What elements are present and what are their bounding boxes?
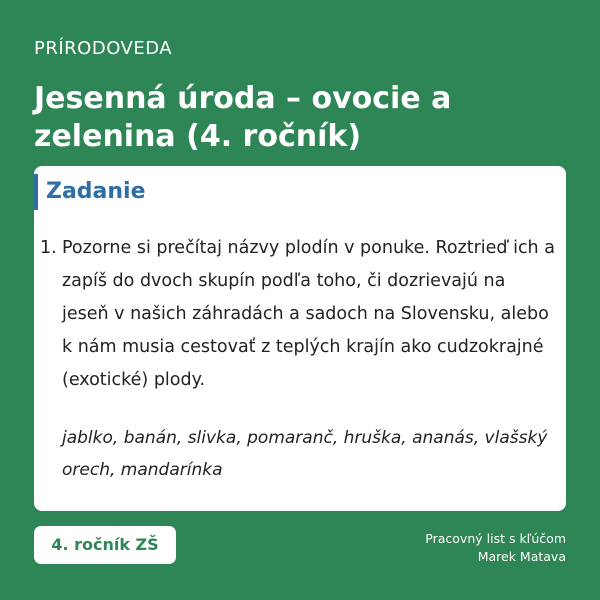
plant-list: jablko, banán, slivka, pomaranč, hruška, ananás, vlašský orech, mandarínka [62, 428, 548, 480]
worksheet-label: Pracovný list s kľúčom [425, 531, 566, 546]
task-text: Pozorne si prečítaj názvy plodín v ponuke. Roztrieď ich a zapíš do dvoch skupín podľa toho, či dozrievajú na jeseň v našich záhradách a sadoch na Slovensku, alebo k nám musia cestovať z teplých krajín ako cudzokrajné (exotické) plody. [62, 238, 555, 390]
task-number: 1. [40, 238, 57, 258]
card-heading: Zadanie [34, 174, 146, 210]
task-item [40, 232, 555, 397]
assignment-card [34, 166, 566, 511]
worksheet-meta [425, 530, 566, 566]
subject-label: PRÍRODOVEDA [34, 38, 173, 59]
author-name: Marek Matava [477, 549, 566, 564]
page-title: Jesenná úroda – ovocie a zelenina (4. ročník) [34, 81, 452, 154]
grade-badge: 4. ročník ZŠ [34, 526, 176, 564]
